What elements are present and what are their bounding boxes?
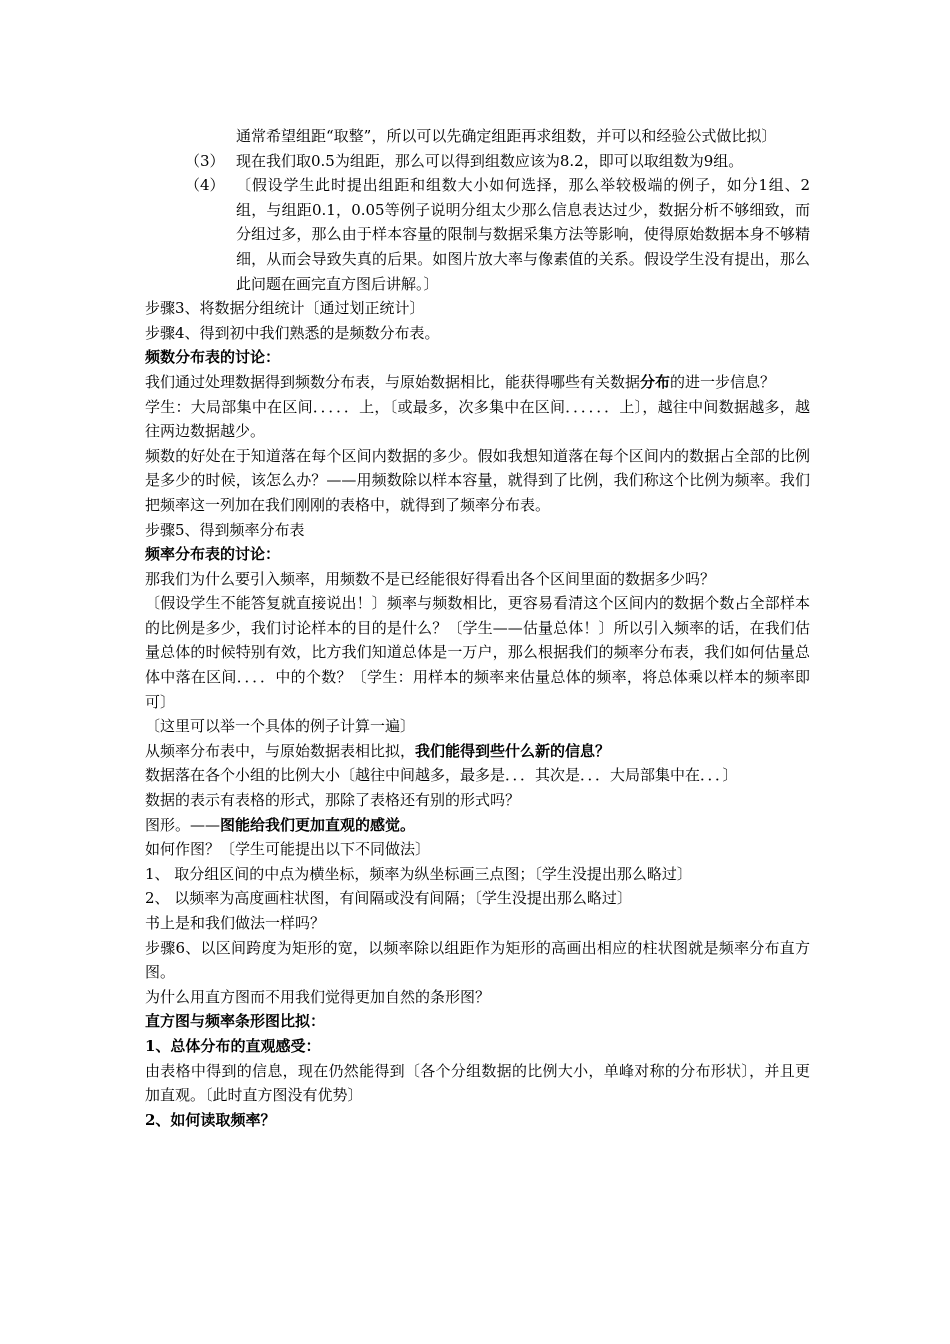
text-run: 我们通过处理数据得到频数分布表，与原始数据相比，能获得哪些有关数据 bbox=[145, 372, 641, 391]
paragraph-proportion: 数据落在各个小组的比例大小〔越往中间越多，最多是．．．其次是．．．大局部集中在．．．〕 bbox=[145, 766, 738, 785]
paragraph-textbook: 书上是和我们做法一样吗？ bbox=[145, 914, 326, 932]
numbered-item-3 bbox=[145, 149, 810, 174]
text-run: 图形。—— bbox=[145, 815, 221, 834]
paragraph-why-histogram: 为什么用直方图而不用我们觉得更加自然的条形图？ bbox=[145, 987, 491, 1006]
step-5: 步骤5、得到频率分布表 bbox=[145, 520, 305, 539]
paragraph-frequency-explanation: 〔假设学生不能答复就直接说出！〕频率与频数相比，更容易看清这个区间内的数据个数占全部样本的比例是多少，我们讨论样本的目的是什么？〔学生——估量总体！〕所以引入频率的话，在我们估量总体的时候特别有效，比方我们知道总体是一万户，那么根据我们的频率分布表，我们如何估量总体中落在区间．．．．中的个数？〔学生：用样本的频率来估量总体的频率，将总体乘以样本的频率即可〕 bbox=[145, 594, 810, 711]
bold-run: 分布 bbox=[640, 372, 671, 391]
bold-run: 我们能得到些什么新的信息？ bbox=[415, 741, 611, 760]
text-run: 的进一步信息？ bbox=[670, 372, 776, 391]
section-heading-frequency-count-table: 频数分布表的讨论： bbox=[145, 348, 281, 367]
item-number: （3） bbox=[185, 151, 225, 170]
subheading-overall-distribution: 1、总体分布的直观感受： bbox=[145, 1036, 321, 1055]
paragraph-frequency-benefit: 频数的好处在于知道落在每个区间内数据的多少。假如我想知道落在每个区间内的数据占全部的比例是多少的时候，该怎么办？——用频数除以样本容量，就得到了比例，我们称这个比例为频率。我们把频率这一列加在我们刚刚的表格中，就得到了频率分布表。 bbox=[145, 446, 810, 514]
bold-run: 图能给我们更加直观的感觉。 bbox=[220, 815, 416, 834]
step-4: 步骤4、得到初中我们熟悉的是频数分布表。 bbox=[145, 323, 440, 342]
item-number: （4） bbox=[185, 176, 225, 195]
paragraph-graphics bbox=[145, 813, 810, 838]
document-body bbox=[145, 124, 810, 1132]
paragraph-example-note: 〔这里可以举一个具体的例子计算一遍〕 bbox=[145, 717, 416, 736]
section-heading-frequency-table: 频率分布表的讨论： bbox=[145, 545, 281, 564]
paragraph-why-frequency: 那我们为什么要引入频率，用频数不是已经能很好得看出各个区间里面的数据多少吗？ bbox=[145, 569, 716, 588]
item-text: 〔假设学生此时提出组距和组数大小如何选择，那么举较极端的例子，如分1组、2组，与组距0.1，0.05等例子说明分组太少那么信息表达过少，数据分析不够细致，而分组过多，那么由于样本容量的限制与数据采集方法等影响，使得原始数据本身不够精细，从而会导致失真的后果。如图片放大率与像素值的关系。假设学生没有提出，那么此问题在画完直方图后讲解。〕 bbox=[236, 176, 810, 293]
step-6: 步骤6、以区间跨度为矩形的宽，以频率除以组距作为矩形的高画出相应的柱状图就是频率分布直方图。 bbox=[145, 938, 810, 982]
paragraph-student-answer: 学生：大局部集中在区间．．．．．上，〔或最多，次多集中在区间．．．．．．上〕，越往中间数据越多，越往两边数据越少。 bbox=[145, 397, 810, 441]
subheading-read-frequency: 2、如何读取频率？ bbox=[145, 1110, 276, 1129]
paragraph-other-forms: 数据的表示有表格的形式，那除了表格还有别的形式吗？ bbox=[145, 791, 521, 810]
item-text: 现在我们取0.5为组距，那么可以得到组数应该为8.2，即可以取组数为9组。 bbox=[236, 151, 744, 170]
paragraph-new-info bbox=[145, 739, 810, 764]
step-3: 步骤3、将数据分组统计〔通过划正统计〕 bbox=[145, 299, 425, 318]
list-item-1: 1、 取分组区间的中点为横坐标，频率为纵坐标画三点图；〔学生没提出那么略过〕 bbox=[145, 864, 692, 883]
paragraph-table-info: 由表格中得到的信息，现在仍然能得到〔各个分组数据的比例大小，单峰对称的分布形状〕，并且更加直观。〔此时直方图没有优势〕 bbox=[145, 1061, 810, 1105]
paragraph-how-to-draw: 如何作图？〔学生可能提出以下不同做法〕 bbox=[145, 840, 431, 859]
text-run: 从频率分布表中，与原始数据表相比拟， bbox=[145, 741, 416, 760]
paragraph-question bbox=[145, 370, 810, 395]
list-item-2: 2、 以频率为高度画柱状图，有间隔或没有间隔；〔学生没提出那么略过〕 bbox=[145, 889, 632, 908]
section-heading-histogram-comparison: 直方图与频率条形图比拟： bbox=[145, 1012, 326, 1031]
numbered-item-4 bbox=[145, 173, 810, 296]
paragraph-continuation: 通常希望组距“取整”，所以可以先确定组距再求组数，并可以和经验公式做比拟〕 bbox=[236, 127, 777, 145]
